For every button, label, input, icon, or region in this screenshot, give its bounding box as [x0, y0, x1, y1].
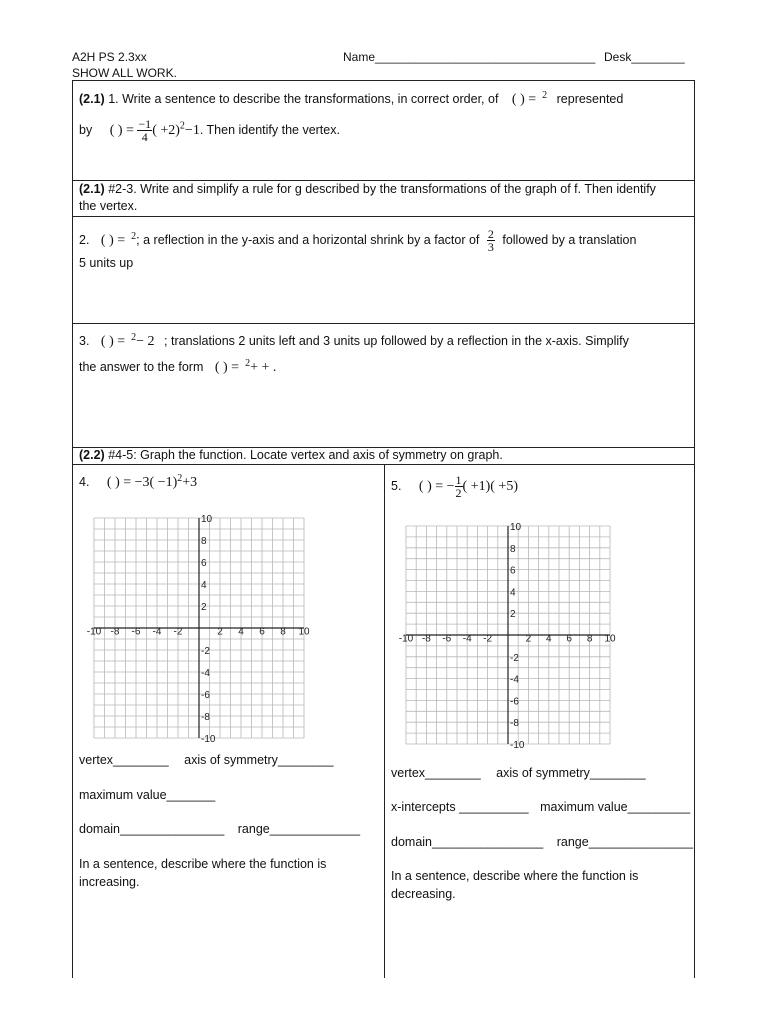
q1-f-exp: 2: [542, 90, 548, 101]
y-tick-label: 4: [201, 580, 207, 591]
x-tick-label: -10: [398, 633, 414, 645]
q4-domain: domain_______________: [79, 822, 225, 836]
question-3-line-2: [79, 356, 276, 375]
q5-lhs: ( ) = −: [418, 478, 455, 494]
question-5-title: [391, 474, 518, 499]
q5-frac-num: 1: [455, 473, 462, 487]
y-tick-label: 8: [510, 543, 516, 555]
x-tick-label: -4: [152, 626, 162, 638]
question-1-line-2: [79, 118, 340, 143]
y-tick-label: -6: [201, 690, 210, 701]
question-4-title: [79, 471, 197, 490]
y-tick-label: -4: [201, 668, 210, 679]
q4-sentence-line-1: In a sentence, describe where the function is: [79, 857, 327, 871]
coordinate-grid-q4[interactable]: [78, 510, 324, 746]
desk-blank: ________: [631, 50, 685, 64]
right-border: [694, 464, 695, 978]
s23-section: (2.1): [79, 182, 105, 196]
q4-tail: +3: [182, 475, 198, 491]
y-tick-label: 4: [510, 587, 516, 599]
x-tick-label: -4: [462, 633, 472, 645]
q3-f-expr: ( ) =: [100, 334, 126, 350]
x-tick-label: 10: [604, 633, 616, 645]
y-tick-label: -2: [510, 652, 519, 664]
q4-exp: 2: [177, 473, 183, 484]
y-tick-label: -2: [201, 646, 210, 657]
q4-sentence-line-2: increasing.: [79, 875, 140, 889]
q5-vertex: vertex________: [391, 766, 481, 780]
column-divider: [384, 464, 385, 978]
q5-x-intercepts: x-intercepts __________: [391, 800, 529, 814]
y-tick-label: 2: [510, 609, 516, 621]
y-tick-label: 10: [510, 522, 522, 533]
s23-line1: #2-3. Write and simplify a rule for g described by the transformations of the graph of f. Then identify: [108, 182, 656, 196]
q5-sentence-line-2: decreasing.: [391, 887, 456, 901]
q5-vertex-line: [391, 766, 646, 781]
q2-f-expr: ( ) =: [100, 232, 126, 248]
q1-g-rhs: ( +2): [152, 122, 180, 138]
name-field[interactable]: [343, 50, 595, 64]
name-label: Name: [343, 50, 376, 64]
y-tick-label: -6: [510, 696, 519, 708]
question-2-line-1: [79, 228, 636, 253]
s45-text: #4-5: Graph the function. Locate vertex and axis of symmetry on graph.: [108, 448, 503, 462]
q1-f-expr: ( ) =: [511, 92, 537, 108]
q3-number: 3.: [79, 334, 90, 349]
q3-f-exp: 2: [131, 332, 137, 343]
section-4-5-text: [79, 448, 503, 463]
y-tick-label: 2: [201, 602, 207, 613]
q3-g-expr: ( ) =: [214, 360, 240, 376]
x-tick-label: -10: [86, 626, 102, 638]
q5-rhs: ( +1)( +5): [462, 478, 518, 494]
x-tick-label: -2: [483, 633, 493, 645]
y-tick-label: -8: [201, 712, 210, 723]
x-tick-label: -6: [442, 633, 452, 645]
q2-text-b: followed by a translation: [502, 232, 637, 247]
section-2-3-line-1: [79, 182, 656, 197]
q1-by: by: [79, 122, 93, 137]
q3-line2: the answer to the form: [79, 360, 204, 375]
q5-number: 5.: [391, 478, 402, 493]
x-tick-label: -8: [421, 633, 431, 645]
q2-fraction: [487, 228, 495, 253]
course-code: A2H PS 2.3xx: [72, 50, 147, 64]
x-tick-label: 6: [566, 633, 572, 645]
left-border: [72, 464, 73, 978]
desk-label: Desk: [604, 50, 632, 64]
q1-text-b: represented: [556, 92, 624, 107]
x-tick-label: 2: [217, 626, 223, 638]
q2-text-a: ; a reflection in the y-axis and a horizontal shrink by a factor of: [136, 232, 480, 247]
q2-frac-den: 3: [487, 240, 494, 254]
x-tick-label: 6: [259, 626, 265, 638]
x-tick-label: -6: [131, 626, 141, 638]
q3-f-tail: − 2: [136, 334, 155, 350]
y-tick-label: 10: [201, 514, 213, 525]
q5-domain-range: [391, 835, 693, 850]
q5-fraction: [455, 474, 463, 499]
q4-expr: ( ) = −3( −1): [106, 475, 178, 491]
q4-vertex: vertex________: [79, 753, 169, 767]
q3-text-a: ; translations 2 units left and 3 units up followed by a reflection in the x-axis. Simplify: [164, 334, 629, 349]
q1-frac-den: 4: [141, 130, 148, 144]
q2-number: 2.: [79, 232, 90, 247]
desk-field[interactable]: [604, 50, 685, 64]
q4-vertex-line: [79, 753, 334, 768]
x-tick-label: 4: [546, 633, 552, 645]
q4-number: 4.: [79, 475, 90, 490]
x-tick-label: 4: [238, 626, 244, 638]
x-tick-label: -8: [110, 626, 120, 638]
q5-intercepts-line: [391, 800, 690, 815]
q3-g-tail: + + .: [250, 360, 277, 376]
q5-sentence-line-1: In a sentence, describe where the function is: [391, 869, 639, 883]
y-tick-label: -8: [510, 718, 519, 730]
q5-domain: domain________________: [391, 835, 544, 849]
q1-text-c: . Then identify the vertex.: [199, 122, 340, 137]
y-tick-label: 8: [201, 536, 207, 547]
q2-f-exp: 2: [131, 230, 137, 242]
y-tick-label: -4: [510, 674, 519, 686]
name-blank: _________________________________: [375, 50, 596, 64]
x-tick-label: 2: [525, 633, 532, 645]
q1-fraction: [137, 118, 152, 143]
coordinate-grid-q5[interactable]: [392, 520, 630, 750]
q1-g-lhs: ( ) =: [109, 122, 134, 138]
question-2-line-2: 5 units up: [79, 256, 134, 270]
y-tick-label: 6: [510, 565, 516, 577]
show-work-note: SHOW ALL WORK.: [72, 66, 177, 80]
question-1-line-1: [79, 88, 623, 107]
q2-frac-num: 2: [487, 227, 494, 241]
x-tick-label: -2: [173, 626, 183, 638]
x-tick-label: 8: [280, 626, 286, 638]
q1-text-a: 1. Write a sentence to describe the transformations, in correct order, of: [108, 92, 499, 107]
q5-range: range_______________: [556, 835, 693, 849]
q4-range: range_____________: [237, 822, 361, 836]
q4-maximum-value: maximum value_______: [79, 788, 216, 802]
q1-section: (2.1): [79, 92, 105, 107]
q3-g-exp: 2: [245, 358, 251, 369]
q5-maximum-value: maximum value_________: [540, 800, 691, 814]
q1-g-tail: −1: [184, 122, 200, 138]
q4-axis: axis of symmetry________: [184, 753, 334, 767]
y-tick-label: 6: [201, 558, 207, 569]
y-tick-label: -10: [510, 740, 525, 750]
question-3-line-1: [79, 330, 629, 349]
section-2-3-line-2: the vertex.: [79, 199, 138, 213]
q5-axis: axis of symmetry________: [496, 766, 646, 780]
q1-frac-num: −1: [138, 117, 152, 131]
x-tick-label: 8: [586, 633, 593, 645]
q1-g-exp: 2: [179, 120, 185, 132]
x-tick-label: 10: [298, 626, 310, 638]
s45-section: (2.2): [79, 448, 105, 462]
q5-frac-den: 2: [455, 486, 462, 500]
q4-domain-range: [79, 822, 360, 837]
y-tick-label: -10: [201, 734, 216, 745]
